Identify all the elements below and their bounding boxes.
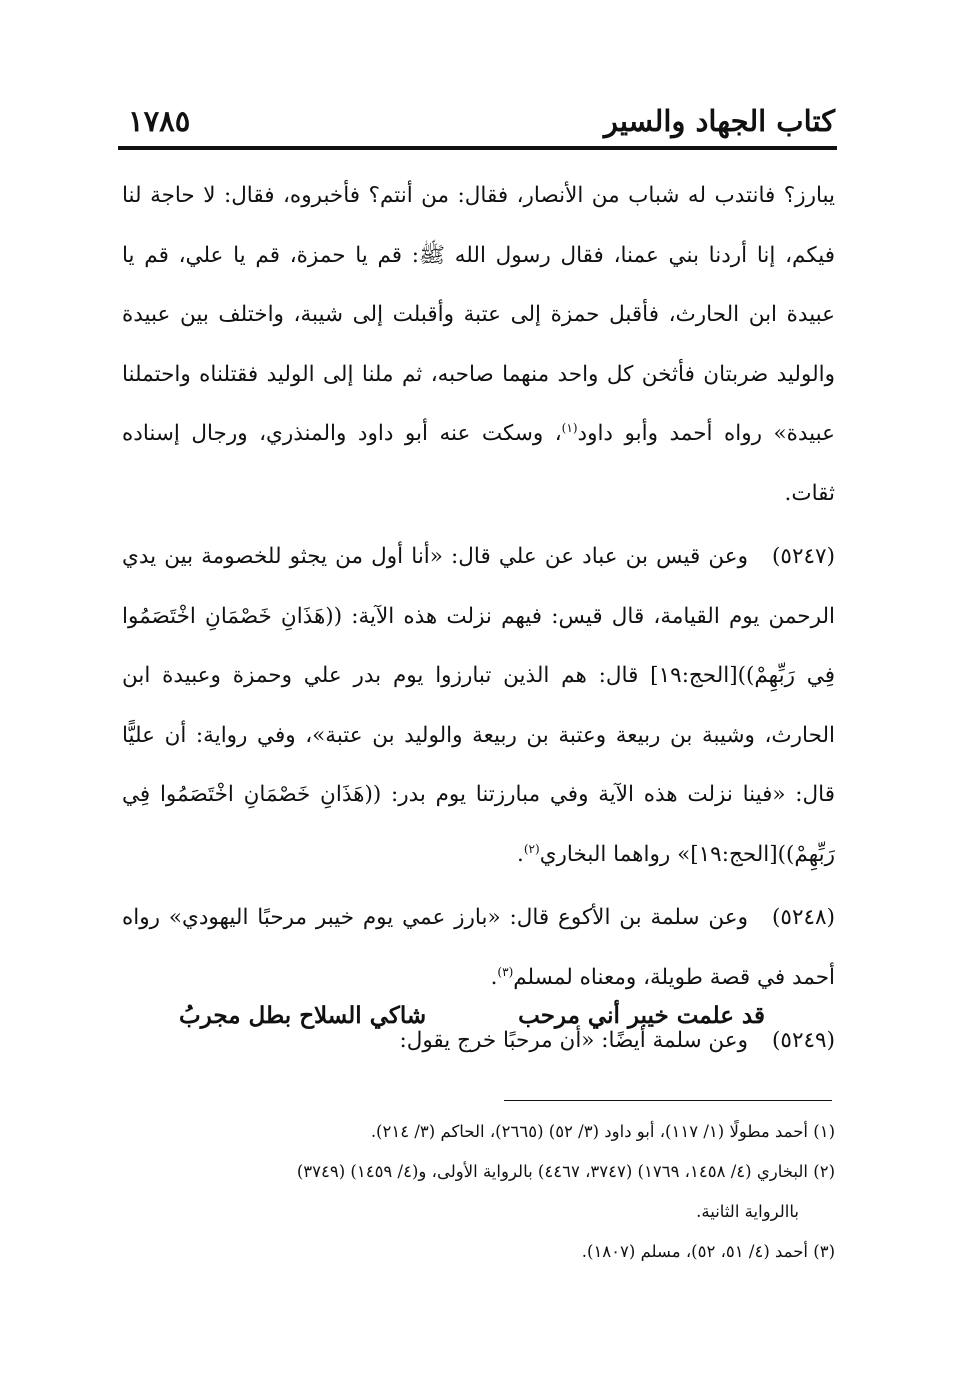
verse-hemistich-1: قد علمت خيبر أني مرحب: [518, 1002, 765, 1029]
footnote-2-continuation: باالرواية الثانية.: [696, 1202, 799, 1221]
footnote-ref-1: (١): [561, 420, 578, 435]
footnote-rule: [504, 1100, 832, 1101]
hadith-5247: (٥٢٤٧)وعن قيس بن عباد عن علي قال: «أنا أول من يجثو للخصومة بين يدي الرحمن يوم القيامة، قال قيس: فيهم نزلت هذه الآية: ((هَذَانِ خَصْمَانِ اخْتَصَمُوا فِي رَبِّهِمْ))[الحج:١٩] قال: هم الذين تبارزوا يوم بدر علي وحمزة وعبيدة ابن الحارث، وشيبة بن ربيعة وعتبة بن ربيعة والوليد بن عتبة»، وفي رواية: أن عليًّا قال: «فينا نزلت هذه الآية وفي مبارزتنا يوم بدر: ((هَذَانِ خَصْمَانِ اخْتَصَمُوا فِي رَبِّهِمْ))[الحج:١٩]» رواهما البخاري$^{(٢)}$.: [122, 544, 835, 867]
footnote-ref-3: (٣): [497, 964, 514, 979]
hadith-text: وعن سلمة أيضًا: «أن مرحبًا خرج يقول:: [399, 1028, 749, 1053]
paragraph-tail: ، وسكت عنه أبو داود والمنذري، ورجال إسناده ثقات.: [122, 421, 835, 506]
chapter-title: كتاب الجهاد والسير: [603, 104, 835, 138]
main-text: [122, 166, 835, 1071]
footnote-3: (٣) أحمد (٤/ ٥١، ٥٢)، مسلم (١٨٠٧).: [581, 1242, 835, 1261]
hadith-text: وعن قيس بن عباد عن علي قال: «أنا أول من يجثو للخصومة بين يدي الرحمن يوم القيامة، قال قيس: فيهم نزلت هذه الآية: ((هَذَانِ خَصْمَانِ اخْتَصَمُوا فِي رَبِّهِمْ))[الحج:١٩] قال: هم الذين تبارزوا يوم بدر علي وحمزة وعبيدة ابن الحارث، وشيبة بن ربيعة وعتبة بن ربيعة والوليد بن عتبة»، وفي رواية: أن عليًّا قال: «فينا نزلت هذه الآية وفي مبارزتنا يوم بدر: ((هَذَانِ خَصْمَانِ اخْتَصَمُوا فِي رَبِّهِمْ))[الحج:١٩]» رواهما البخاري: [122, 544, 835, 867]
paragraph-continuation: [122, 166, 835, 523]
footnote-1: (١) أحمد مطولًا (١/ ١١٧)، أبو داود (٣/ ٥٢) (٢٦٦٥)، الحاكم (٣/ ٢١٤).: [370, 1122, 835, 1141]
footnote-2: (٢) البخاري (٤/ ١٤٥٨، ١٧٦٩) (٣٧٤٧، ٤٤٦٧) بالرواية الأولى، و(٤/ ١٤٥٩) (٣٧٤٩): [296, 1162, 835, 1181]
footnote-ref-2: (٢): [523, 841, 540, 856]
verse-hemistich-2: شاكي السلاح بطل مجربُ: [179, 1002, 427, 1029]
footnotes: [122, 1112, 835, 1272]
page-number: ١٧٨٥: [128, 104, 191, 138]
hadith-number: (٥٢٤٨): [772, 905, 835, 930]
hadith-number: (٥٢٤٧): [772, 544, 835, 569]
header-rule: [118, 146, 837, 150]
hadith-5248: (٥٢٤٨)وعن سلمة بن الأكوع قال: «بارز عمي يوم خيبر مرحبًا اليهودي» رواه أحمد في قصة طويلة، ومعناه لمسلم$^{(٣)}$.: [122, 905, 835, 990]
hadith-number: (٥٢٤٩): [772, 1028, 835, 1053]
poetry-verse: [179, 1002, 765, 1029]
running-header: [122, 98, 835, 146]
paragraph-text: يبارز؟ فانتدب له شباب من الأنصار، فقال: من أنتم؟ فأخبروه، فقال: لا حاجة لنا فيكم، إنا أردنا بني عمنا، فقال رسول الله ﷺ: قم يا حمزة، قم يا علي، قم يا عبيدة ابن الحارث، فأقبل حمزة إلى عتبة وأقبلت إلى شيبة، واختلف بين عبيدة والوليد ضربتان فأثخن كل واحد منهما صاحبه، ثم ملنا إلى الوليد فقتلناه واحتملنا عبيدة» رواه أحمد وأبو داود: [122, 183, 835, 446]
hadith-text: وعن سلمة بن الأكوع قال: «بارز عمي يوم خيبر مرحبًا اليهودي» رواه أحمد في قصة طويلة، ومعناه لمسلم: [122, 905, 835, 990]
